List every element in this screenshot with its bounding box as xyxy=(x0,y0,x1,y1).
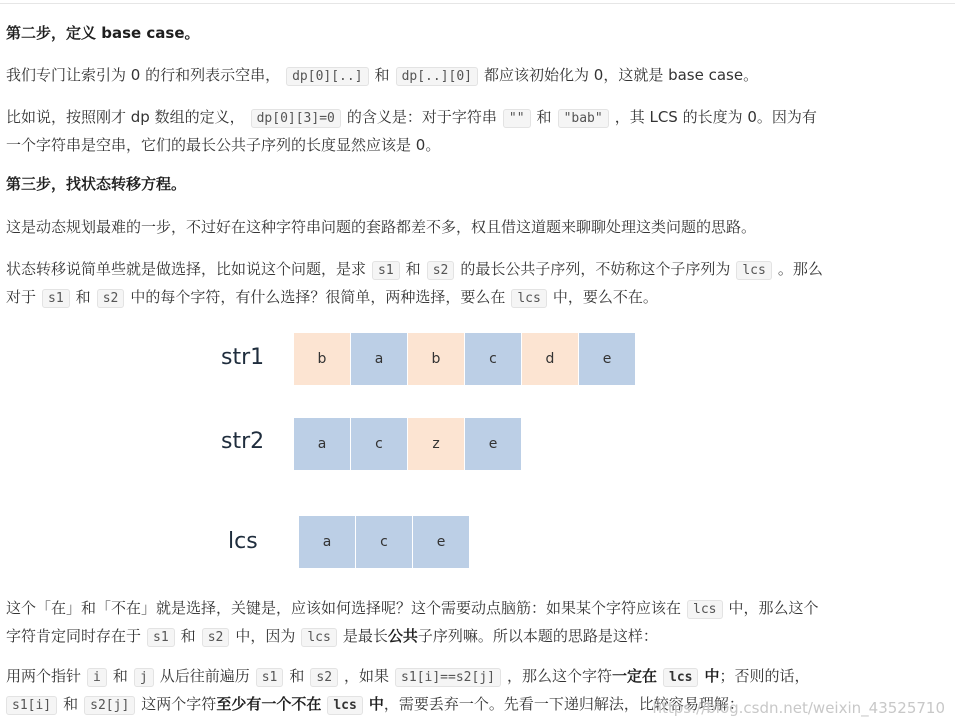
str1-cell: b xyxy=(294,333,351,385)
lcs-cell: a xyxy=(299,516,356,568)
inline-code: dp[0][..] xyxy=(286,67,368,86)
inline-code: lcs xyxy=(736,261,771,280)
step2-paragraph-2 xyxy=(6,104,866,158)
step3-paragraph-1: 这是动态规划最难的一步，不过好在这种字符串问题的套路都差不多，权且借这道题来聊聊处理这类问题的思路。 xyxy=(6,218,757,236)
bold-text xyxy=(216,695,384,713)
text: ，需要丢弃一个。先看一下递归解法，比较容易理解： xyxy=(383,695,744,713)
text: 我们专门让索引为 0 的行和列表示空串， xyxy=(6,66,281,84)
text: 的最长公共子序列，不妨称这个子序列为 xyxy=(460,260,731,278)
text: 中，那么这个 xyxy=(728,599,819,617)
text: 子序列嘛。所以本题的思路是这样： xyxy=(417,627,658,645)
str2-row xyxy=(294,418,522,470)
text: ，那么这个字符 xyxy=(506,667,612,685)
inline-code: lcs xyxy=(663,668,698,687)
lcs-cell: c xyxy=(356,516,413,568)
inline-code: lcs xyxy=(687,600,722,619)
inline-code: "bab" xyxy=(558,109,609,128)
str1-cell: c xyxy=(465,333,522,385)
text: 和 xyxy=(180,627,196,645)
text: 。那么 xyxy=(777,260,823,278)
inline-code: lcs xyxy=(511,289,546,308)
bold-text xyxy=(612,667,720,685)
str1-cell: e xyxy=(579,333,636,385)
step2-heading: 第二步，定义 base case。 xyxy=(6,24,200,42)
str2-cell: c xyxy=(351,418,408,470)
str2-cell: a xyxy=(294,418,351,470)
text: 和 xyxy=(112,667,128,685)
str1-cell: d xyxy=(522,333,579,385)
inline-code: s2[j] xyxy=(84,696,135,715)
text: 状态转移说简单些就是做选择，比如说这个问题，是求 xyxy=(6,260,367,278)
lcs-cell: e xyxy=(413,516,470,568)
inline-code: j xyxy=(134,668,154,687)
inline-code: s2 xyxy=(97,289,125,308)
inline-code: s1 xyxy=(372,261,400,280)
inline-code: i xyxy=(87,668,107,687)
top-divider xyxy=(0,0,955,4)
watermark: https://blog.csdn.net/weixin_43525710 xyxy=(652,699,945,717)
choice-paragraph xyxy=(6,595,866,651)
inline-code: dp[0][3]=0 xyxy=(251,109,341,128)
str1-cell: a xyxy=(351,333,408,385)
text: 从后往前遍历 xyxy=(159,667,250,685)
text: 字符肯定同时存在于 xyxy=(6,627,142,645)
inline-code: s1[i] xyxy=(6,696,57,715)
inline-code: s2 xyxy=(202,628,230,647)
text: 和 xyxy=(289,667,305,685)
text: 一个字符串是空串，它们的最长公共子序列的长度显然应该是 0。 xyxy=(6,136,441,154)
text: 是最长 xyxy=(342,627,388,645)
lcs-label: lcs xyxy=(228,529,258,554)
text: ；否则的话， xyxy=(719,667,810,685)
text: ，其 LCS 的长度为 0。因为有 xyxy=(614,108,817,126)
str2-cell: e xyxy=(465,418,522,470)
lcs-row xyxy=(299,516,470,568)
text: ，如果 xyxy=(344,667,390,685)
text: 和 xyxy=(374,66,390,84)
text: 都应该初始化为 0，这就是 base case。 xyxy=(484,66,759,84)
bold-text: 公共 xyxy=(387,627,418,645)
inline-code: s1 xyxy=(147,628,175,647)
text: 用两个指针 xyxy=(6,667,82,685)
text: 中，因为 xyxy=(235,627,296,645)
step3-paragraph-2 xyxy=(6,256,866,312)
text: 比如说，按照刚才 dp 数组的定义， xyxy=(6,108,245,126)
text: 这个「在」和「不在」就是选择，关键是，应该如何选择呢？这个需要动点脑筋：如果某个字符应该在 xyxy=(6,599,682,617)
inline-code: s1[i]==s2[j] xyxy=(395,668,501,687)
str2-cell: z xyxy=(408,418,465,470)
inline-code: lcs xyxy=(301,628,336,647)
inline-code: dp[..][0] xyxy=(396,67,478,86)
text: 中 xyxy=(368,695,384,713)
inline-code: s2 xyxy=(427,261,455,280)
inline-code: "" xyxy=(503,109,531,128)
inline-code: s2 xyxy=(310,668,338,687)
str1-row xyxy=(294,333,636,385)
text: 中的每个字符，有什么选择？很简单，两种选择，要么在 xyxy=(130,288,506,306)
str1-cell: b xyxy=(408,333,465,385)
str1-label: str1 xyxy=(221,345,265,370)
inline-code: s1 xyxy=(256,668,284,687)
text: 一定在 xyxy=(611,667,657,685)
text: 对于 xyxy=(6,288,37,306)
step2-paragraph-1 xyxy=(6,62,866,90)
inline-code: s1 xyxy=(42,289,70,308)
text: 至少有一个不在 xyxy=(216,695,322,713)
text: 和 xyxy=(405,260,421,278)
text: 和 xyxy=(536,108,552,126)
inline-code: lcs xyxy=(327,696,362,715)
text: 和 xyxy=(75,288,91,306)
text: 这两个字符 xyxy=(141,695,217,713)
text: 中 xyxy=(704,667,720,685)
step3-heading: 第三步，找状态转移方程。 xyxy=(6,175,187,193)
text: 的含义是：对于字符串 xyxy=(346,108,497,126)
text: 和 xyxy=(63,695,79,713)
text: 中，要么不在。 xyxy=(552,288,658,306)
str2-label: str2 xyxy=(221,429,265,454)
